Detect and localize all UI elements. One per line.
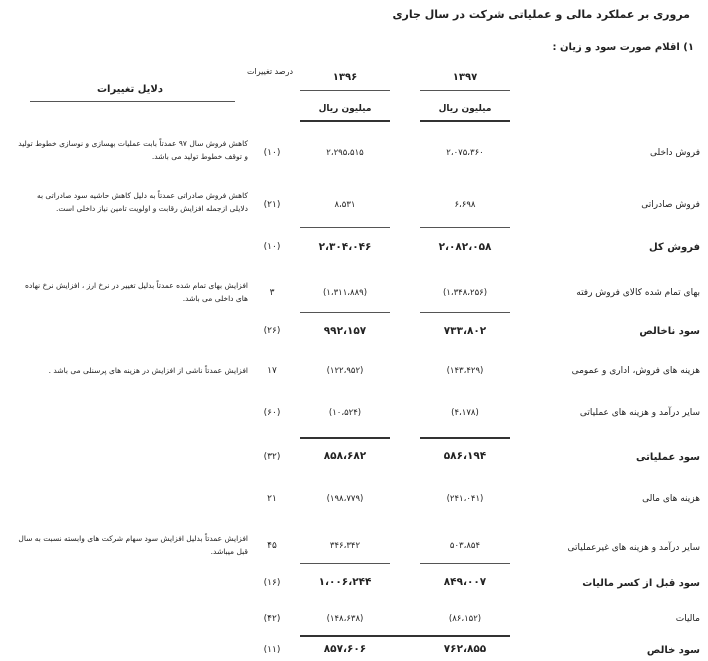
row-pct-change: (۲۱): [263, 200, 281, 210]
unit-line-1397: [420, 120, 510, 122]
row-value-1396: ۱،۰۰۶،۲۴۴: [318, 576, 372, 588]
row-value-1397: ۵۰۳،۸۵۴: [449, 541, 481, 551]
row-value-1396: ۹۹۲،۱۵۷: [323, 325, 367, 337]
header-line-1396: [300, 90, 390, 91]
row-pct-change: ۳: [269, 288, 275, 298]
row-pct-change: (۲۶): [263, 326, 281, 336]
header-reasons: دلایل تغییرات: [96, 84, 163, 95]
row-reason: افزایش عمدتاً ناشی از افزایش در هزینه های پرسنلی می باشد .: [48, 366, 248, 375]
row-value-1396: (۱۴۸،۶۳۸): [326, 614, 364, 624]
row-value-1396: (۱۰،۵۲۴): [328, 408, 362, 418]
row-value-1397: (۱،۳۴۸،۲۵۶): [442, 288, 488, 298]
row-pct-change: ۴۵: [267, 541, 277, 551]
row-value-1397: ۲،۰۸۲،۰۵۸: [438, 241, 492, 253]
row-pct-change: ۱۷: [267, 366, 277, 376]
row-pct-change: (۳۲): [263, 452, 281, 462]
row-value-1396: ۸۵۷،۶۰۶: [323, 643, 367, 655]
row-value-1396: ۲،۲۹۵،۵۱۵: [326, 148, 364, 158]
header-line-reasons: [30, 101, 235, 102]
total-line: [300, 635, 510, 637]
row-label: هزینه های مالی: [642, 494, 700, 504]
subtotal-line-1396: [300, 563, 390, 564]
row-pct-change: (۱۰): [263, 242, 281, 252]
header-year-1397: ۱۳۹۷: [452, 72, 478, 83]
row-label: سود ناخالص: [639, 326, 700, 337]
row-value-1396: ۲،۳۰۴،۰۴۶: [318, 241, 372, 253]
subtotal-line-1396: [300, 437, 390, 439]
row-pct-change: (۱۱): [263, 645, 281, 655]
row-value-1397: (۸۶،۱۵۲): [448, 614, 482, 624]
row-label: هزینه های فروش، اداری و عمومی: [571, 366, 700, 376]
row-label: مالیات: [675, 614, 700, 624]
row-value-1397: ۷۶۲،۸۵۵: [443, 643, 487, 655]
row-label: فروش صادراتی: [641, 200, 700, 210]
row-reason: کاهش فروش سال ۹۷ عمدتاً بابت عملیات بهسازی و نوسازی خطوط تولید و توقف خطوط تولید می باشد.: [18, 139, 248, 161]
row-value-1396: ۸،۵۳۱: [334, 200, 356, 210]
row-value-1397: ۷۳۳،۸۰۲: [443, 325, 487, 337]
unit-line-1396: [300, 120, 390, 122]
page-title: مروری بر عملکرد مالی و عملیاتی شرکت در سال جاری: [392, 8, 690, 21]
row-label: بهای تمام شده کالای فروش رفته: [576, 288, 700, 298]
row-pct-change: (۱۶): [263, 578, 281, 588]
subtotal-line-1396: [300, 227, 390, 228]
subtotal-line-1396: [300, 312, 390, 313]
row-reason: افزایش بهای تمام شده عمدتاً بدلیل تغییر در نرخ ارز ، افزایش نرخ نهاده های داخلی می باشد.: [25, 281, 248, 303]
row-pct-change: (۴۲): [263, 614, 281, 624]
row-value-1397: (۴،۱۷۸): [451, 408, 479, 418]
row-value-1397: ۸۴۹،۰۰۷: [443, 576, 487, 588]
row-value-1396: (۱،۳۱۱،۸۸۹): [322, 288, 368, 298]
row-value-1397: (۲۴۱،۰۴۱): [446, 494, 484, 504]
row-value-1397: ۶،۶۹۸: [454, 200, 476, 210]
header-line-1397: [420, 90, 510, 91]
row-label: سود خالص: [646, 645, 700, 656]
row-label: سود قبل از کسر مالیات: [582, 578, 700, 589]
row-pct-change: (۶۰): [263, 408, 281, 418]
row-reason: افزایش عمدتاً بدلیل افزایش سود سهام شرکت های وابسته نسبت به سال قبل میباشد.: [18, 534, 248, 556]
row-pct-change: (۱۰): [263, 148, 281, 158]
unit-label-1397: میلیون ریال: [438, 104, 492, 114]
row-value-1396: ۸۵۸،۶۸۲: [323, 450, 367, 462]
subtotal-line-1397: [420, 437, 510, 439]
subtotal-line-1397: [420, 312, 510, 313]
unit-label-1396: میلیون ریال: [318, 104, 372, 114]
row-label: سود عملیاتی: [635, 452, 700, 463]
row-value-1396: (۱۲۲،۹۵۲): [326, 366, 364, 376]
row-reason: کاهش فروش صادراتی عمدتاً به دلیل کاهش حاشیه سود صادراتی به دلایلی ازجمله افزایش رقابت و اولویت تامین نیاز داخلی است.: [36, 191, 248, 213]
section-heading: ۱) اقلام صورت سود و زیان :: [552, 42, 694, 53]
row-label: فروش داخلی: [649, 148, 700, 158]
row-pct-change: ۲۱: [267, 494, 277, 504]
subtotal-line-1397: [420, 563, 510, 564]
row-value-1396: ۳۴۶،۳۴۲: [329, 541, 361, 551]
row-value-1397: ۲،۰۷۵،۳۶۰: [446, 148, 484, 158]
header-year-1396: ۱۳۹۶: [332, 72, 358, 83]
subtotal-line-1397: [420, 227, 510, 228]
row-value-1397: ۵۸۶،۱۹۴: [443, 450, 487, 462]
row-value-1396: (۱۹۸،۷۷۹): [326, 494, 364, 504]
row-label: سایر درآمد و هزینه های غیرعملیاتی: [567, 543, 700, 553]
row-label: سایر درآمد و هزینه های عملیاتی: [579, 408, 700, 418]
row-label: فروش کل: [648, 242, 700, 253]
header-pct-change: درصد تغییرات: [246, 67, 294, 76]
row-value-1397: (۱۴۳،۴۲۹): [446, 366, 484, 376]
